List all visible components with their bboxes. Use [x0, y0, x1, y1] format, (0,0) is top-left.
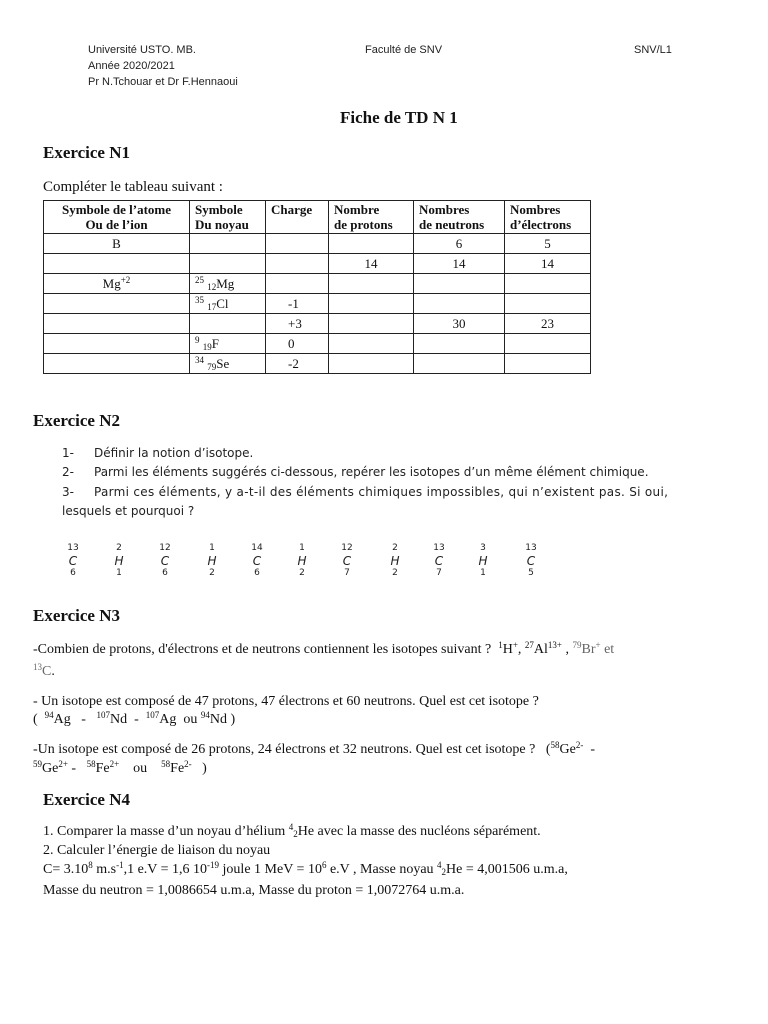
ex3-question-3-options: $^{59}Ge^{2+} - ^{58}Fe^{2+}$ ou $^{58}Fe^{2-}$ ): [33, 759, 207, 776]
col-header-charge: Charge: [266, 201, 329, 234]
cell-nucleus: [190, 254, 266, 274]
course-level: SNV/L1: [634, 44, 672, 56]
cell-electrons: [505, 334, 591, 354]
ex3-question-1: -Combien de protons, d'électrons et de neutrons contiennent les isotopes suivant ? $^1$H+, $^{27}Al^{13+}$ , $^{79}$Br+ et: [33, 640, 615, 657]
cell-charge: [266, 254, 329, 274]
isotope-5: 14 C 6: [251, 543, 263, 578]
cell-charge: -2: [266, 354, 329, 374]
isotope-7: 12 C 7: [341, 543, 353, 578]
cell-nucleus: $^{25}$ $_{12}$Mg: [190, 274, 266, 294]
cell-atom: B: [44, 234, 190, 254]
species-2: $^{27}Al^{13+}$ ,: [524, 640, 573, 657]
ex4-line-1: 1. Comparer la masse d’un noyau d’hélium $^4_2$He avec la masse des nucléons séparément.: [43, 822, 541, 839]
cell-electrons: 23: [505, 314, 591, 334]
cell-electrons: 5: [505, 234, 591, 254]
ex2-item-1: 1- Définir la notion d’isotope.: [62, 446, 254, 460]
cell-atom: [44, 294, 190, 314]
exercise-3-heading: Exercice N3: [33, 606, 121, 625]
cell-electrons: [505, 354, 591, 374]
cell-protons: [329, 334, 414, 354]
cell-electrons: [505, 294, 591, 314]
col-header-nucleus: Symbole Du noyau: [190, 201, 266, 234]
authors: Pr N.Tchouar et Dr F.Hennaoui: [88, 76, 238, 88]
exercise-4-heading: Exercice N4: [43, 790, 131, 809]
ex4-line-2: 2. Calculer l’énergie de liaison du noyau: [43, 843, 271, 858]
isotope-1: 13 C 6: [67, 543, 79, 578]
ex3-q1-species: [498, 642, 614, 657]
cell-protons: [329, 234, 414, 254]
col-header-atom: Symbole de l’atome Ou de l’ion: [44, 201, 190, 234]
ex3-question-2: - Un isotope est composé de 47 protons, 47 électrons et 60 neutrons. Quel est cet isotope ?: [33, 694, 539, 709]
col-header-protons: Nombre de protons: [329, 201, 414, 234]
cell-nucleus: [190, 314, 266, 334]
ex2-item-3: 3- Parmi ces éléments, y a-t-il des éléments chimiques impossibles, qui n’existent pas. Si oui,: [62, 485, 669, 499]
cell-protons: [329, 294, 414, 314]
table-row: [44, 294, 591, 314]
ex3-question-1-last: $^{13}$C.: [33, 662, 55, 679]
ex3-question-3: -Un isotope est composé de 26 protons, 24 électrons et 32 neutrons. Quel est cet isotope ? ($^{58}Ge^{2-}$ -: [33, 740, 596, 757]
table-row: [44, 234, 591, 254]
table-row: [44, 314, 591, 334]
cell-atom: [44, 354, 190, 374]
cell-protons: 14: [329, 254, 414, 274]
cell-atom: [44, 334, 190, 354]
cell-protons: [329, 314, 414, 334]
col-header-neutrons: Nombres de neutrons: [414, 201, 505, 234]
cell-neutrons: [414, 274, 505, 294]
isotope-4: 1 H 2: [207, 543, 217, 578]
cell-charge: [266, 274, 329, 294]
university-name: Université USTO. MB.: [88, 44, 196, 56]
exercise-1-instruction: Compléter le tableau suivant :: [43, 179, 223, 195]
col-header-electrons: Nombres d’électrons: [505, 201, 591, 234]
isotope-3: 12 C 6: [159, 543, 171, 578]
exercise-1-heading: Exercice N1: [43, 143, 131, 162]
cell-nucleus: [190, 234, 266, 254]
cell-protons: [329, 274, 414, 294]
cell-protons: [329, 354, 414, 374]
atoms-table: [43, 200, 591, 374]
cell-atom: $Mg^{+2}$: [44, 274, 190, 294]
faculty-name: Faculté de SNV: [365, 44, 443, 56]
cell-charge: [266, 234, 329, 254]
table-row: [44, 274, 591, 294]
isotope-6: 1 H 2: [297, 543, 307, 578]
cell-electrons: 14: [505, 254, 591, 274]
cell-neutrons: 30: [414, 314, 505, 334]
cell-charge: -1: [266, 294, 329, 314]
ex2-item-2: 2- Parmi les éléments suggérés ci-dessous, repérer les isotopes d’un même élément chimique.: [62, 465, 649, 479]
ex3-question-2-options: ( $^{94}$Ag - $^{107}$Nd - $^{107}$Ag ou $^{94}$Nd ): [33, 710, 236, 727]
isotope-2: 2 H 1: [114, 543, 124, 578]
cell-neutrons: [414, 294, 505, 314]
isotope-11: 13 C 5: [525, 543, 537, 578]
cell-neutrons: [414, 354, 505, 374]
cell-nucleus: $^{35}$ $_{17}$Cl: [190, 294, 266, 314]
isotope-8: 2 H 2: [390, 543, 400, 578]
cell-nucleus: $^9$ $_{19}$F: [190, 334, 266, 354]
ex2-item-3-continued: lesquels et pourquoi ?: [62, 504, 195, 518]
cell-nucleus: $^{34}$ $_{79}$Se: [190, 354, 266, 374]
species-1: $^1$H+,: [498, 640, 525, 657]
exercise-2-heading: Exercice N2: [33, 411, 121, 430]
cell-neutrons: [414, 334, 505, 354]
academic-year: Année 2020/2021: [88, 60, 175, 72]
cell-charge: +3: [266, 314, 329, 334]
cell-neutrons: 6: [414, 234, 505, 254]
table-header-row: [44, 201, 591, 234]
ex4-constants: $C= 3.10^8$ $m.s^{-1},1$ e.V = 1,6 $10^{-19}$ joule 1 MeV = $10^6$ e.V , Masse noyau $^4_2$He = 4,001506 u.m.a,: [43, 860, 568, 877]
page-title: Fiche de TD N 1: [340, 108, 458, 127]
table-row: [44, 354, 591, 374]
ex4-masses: Masse du neutron = 1,0086654 u.m.a, Masse du proton = 1,0072764 u.m.a.: [43, 883, 465, 898]
cell-atom: [44, 254, 190, 274]
cell-electrons: [505, 274, 591, 294]
table-row: [44, 334, 591, 354]
species-3: $^{79}$Br+ et: [572, 640, 615, 657]
table-row: [44, 254, 591, 274]
cell-atom: [44, 314, 190, 334]
cell-neutrons: 14: [414, 254, 505, 274]
cell-charge: 0: [266, 334, 329, 354]
isotope-10: 3 H 1: [478, 543, 488, 578]
isotope-9: 13 C 7: [433, 543, 445, 578]
